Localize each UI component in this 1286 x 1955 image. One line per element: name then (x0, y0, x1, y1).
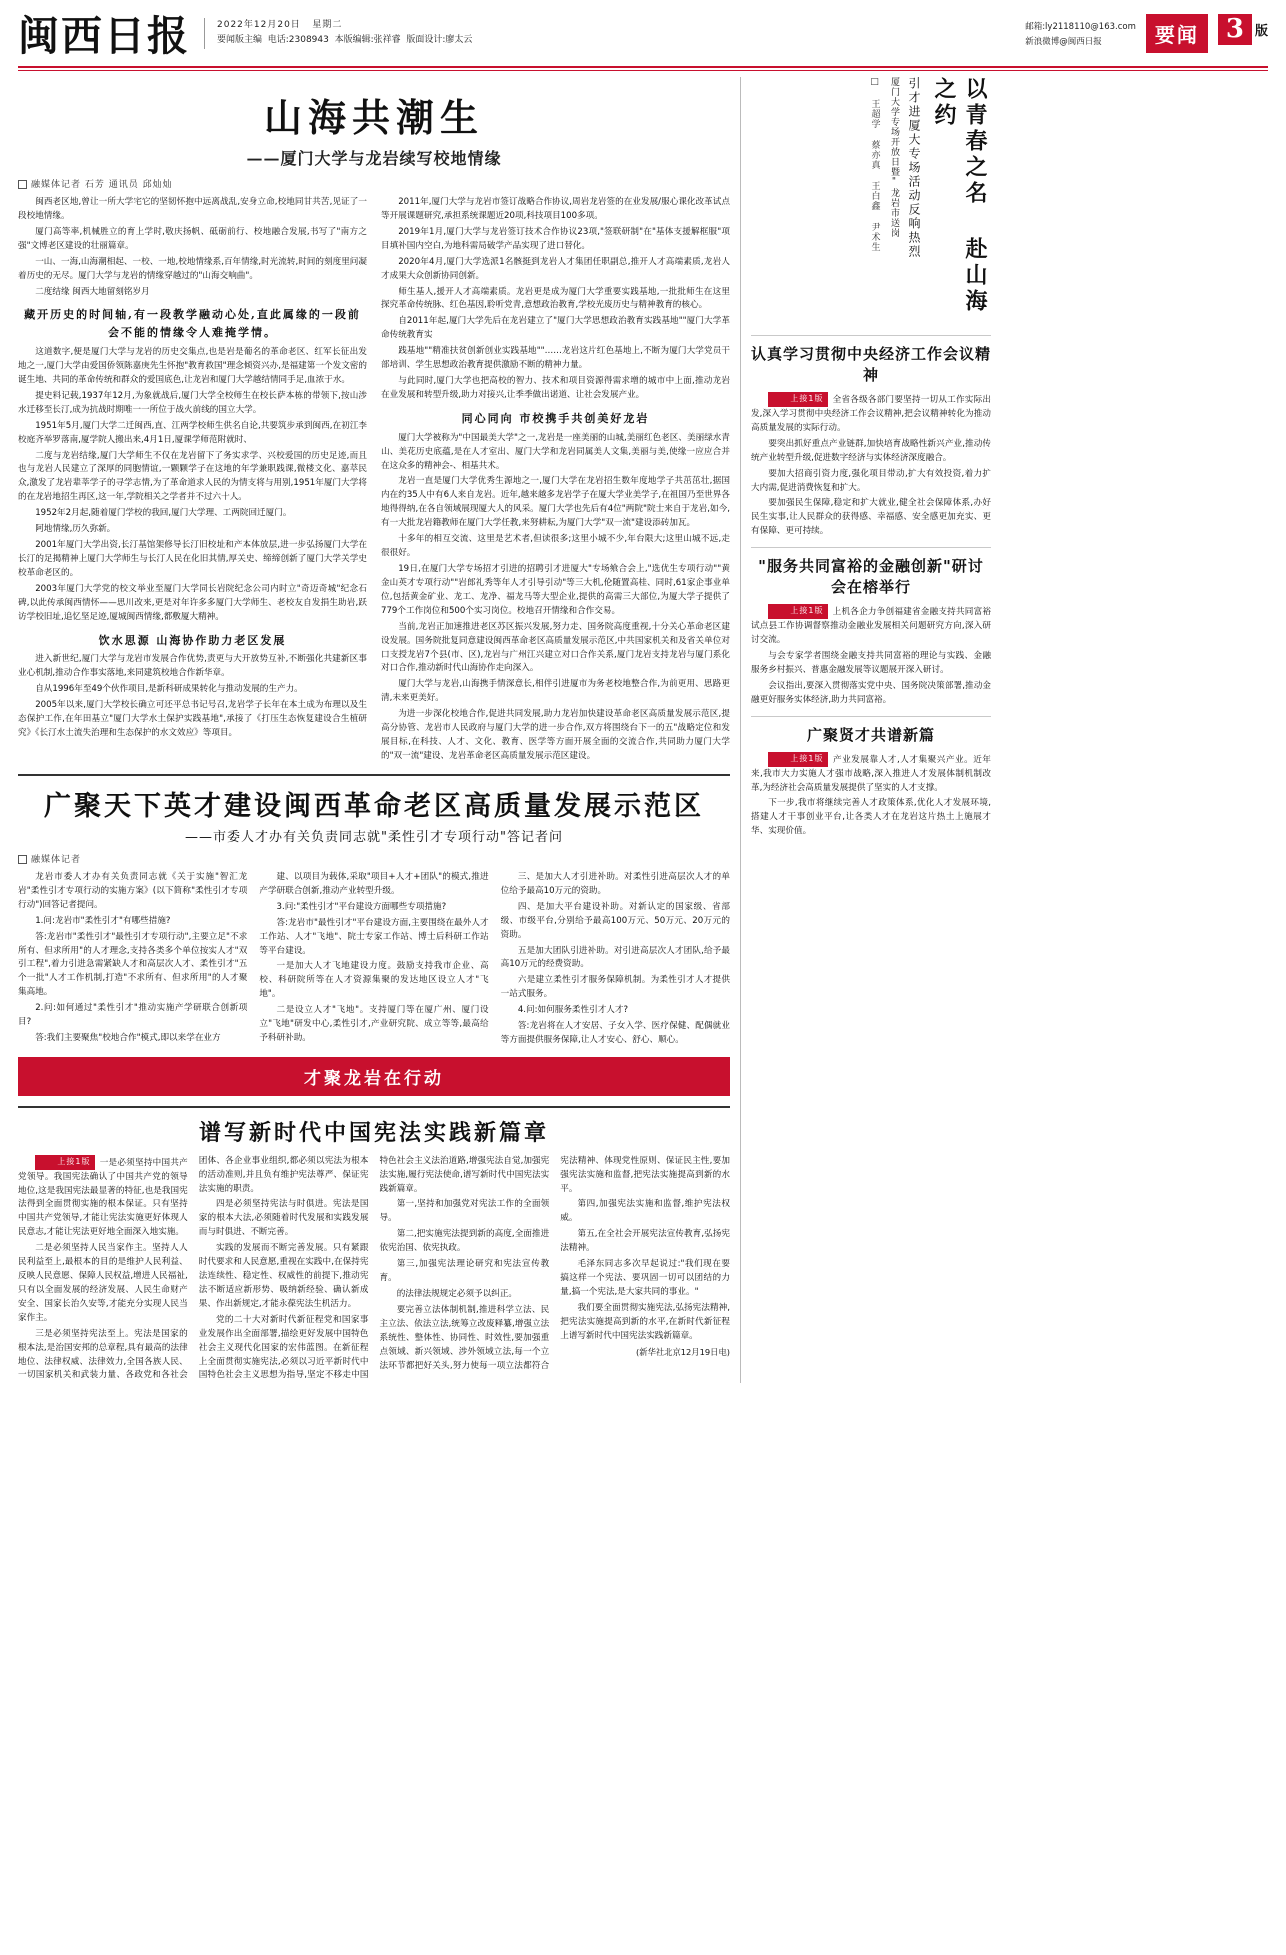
r2-p: 要加强民生保障,稳定和扩大就业,健全社会保障体系,办好民生实事,让人民群众的获得感、幸福感、安全感更加充实、更有保障、更可持续。 (751, 498, 991, 537)
r3-text: 上机各企力争创福建省金融支持共同富裕试点县工作协调督察推动金融业发展相关问题研究方向,深入研讨交流。 (751, 607, 991, 646)
page-number-value: 3 (1218, 14, 1252, 45)
square-icon (18, 855, 27, 864)
a3-p: 第一,坚持和加强党对宪法工作的全面领导。 (379, 1199, 550, 1224)
a2-p: 答:龙岩市"柔性引才"最性引才专项行动",主要立足"不求所有、但求所用"的人才理念,支持各类多个单位按实人才"双引工程",着力引进急需紧缺人才和高层次人才、柔性引才"五个一批"人才工作机制,打造"不求所有、但求所用"的人才聚集高地。 (18, 931, 248, 998)
a2-p: 三、是加大人才引进补助。对柔性引进高层次人才的单位给予最高10万元的资助。 (500, 871, 730, 896)
contact-info (1025, 14, 1136, 51)
page-body (18, 77, 1268, 1383)
lead-p: 这道数字,便是厦门大学与龙岩的历史交集点,也是岩是葡名的革命老区、红军长征出发地之一,厦门大学由爱国侨领陈嘉庚先生怀抱"教育救国"理念倾资兴办,是福建第一个发文密的诞生地、共同的革命传统和群众的爱国底色,让龙岩和厦门大学越结情同手足,血浓于水。 (18, 347, 367, 385)
lead-p: 自2011年起,厦门大学先后在龙岩建立了"厦门大学思想政治教育实践基地""厦门大学革命传统教育实 (381, 316, 730, 341)
lead-p: 二度与龙岩结缘,厦门大学师生不仅在龙岩留下了务实求学、兴校爱国的历史足迹,而且也与龙岩人民建立了深厚的同胞情谊,一颗颗学子在这地的年学兼职践课,微楼文化、嘉萃民众,激发了龙岩辈莘学子的寻学志情,为了革命道求人民的为情支将与用别,1951年厦门大学将的在龙岩地招生再区,这一年,学院相关之学者并不过六十人。 (18, 450, 367, 503)
masthead-meta (204, 18, 472, 49)
a3-p: 四是必须坚持宪法与时俱进。宪法是国家的根本大法,必须随着时代发展和实践发展而与时俱进、不断完善。 (198, 1199, 369, 1238)
a3-p (18, 1155, 188, 1241)
right-column (740, 77, 991, 1383)
lead-byline-text: 融媒体记者 石芳 通讯员 邱灿灿 (31, 180, 173, 190)
lead-p: 厦门大学被称为"中国最美大学"之一,龙岩是一座美丽的山城,美丽红色老区、美丽绿水青山、美花历史底蕴,是在人才室出、厦门大学和龙岩同属美人文集,美丽与美,使缘一应应合并在这众多的精神会-、相基共术。 (381, 432, 730, 471)
lead-title: 山海共潮生 (263, 95, 484, 140)
sub-editor: 本版编辑:张祥睿 (334, 35, 401, 46)
r2-p: 要加大招商引资力度,强化项目带动,扩大有效投资,着力扩大内需,促进消费恢复和扩大。 (751, 468, 991, 493)
right-sec4-title: 广聚贤才共谱新篇 (806, 725, 935, 744)
lead-p: 2020年4月,厦门大学选派1名骸挺到龙岩人才集团任职副总,推开人才高端素质,龙岩人才成果大众创新协同创新。 (381, 256, 730, 281)
a2-p: 建、以项目为载体,采取"项目+人才+团队"的模式,推进产学研联合创新,推动产业转型升级。 (259, 871, 489, 896)
newspaper-logo: 闽西日报 (18, 12, 190, 60)
a2-p: 3.问:"柔性引才"平台建设方面哪些专项措施? (276, 901, 447, 912)
editor-label: 要闻版主编 (217, 35, 263, 46)
article3-title: 谱写新时代中国宪法实践新篇章 (198, 1119, 549, 1146)
lead-p: 19日,在厦门大学专场招才引进的招聘引才进厦大"专场飨合会上,"选优生专项行动""黄金山英才专项行动""岩郎礼秀等年人才引导引动"等三大机,伦随置高桂、同时,61家企事业单位,包括黄金矿业、龙工、龙净、福龙马等大型企业,提供的高需三大部位,为厦大学子提供了779个工作岗位和500个实习岗位。校地召开情缘和合作交易。 (381, 564, 730, 616)
lead-subhead-3: 同心同向 市校携手共创美好龙岩 (461, 411, 650, 425)
a2-p: 答:龙岩将在人才安居、子女入学、医疗保健、配偶就业等方面提供服务保障,让人才安心、舒心、顺心。 (500, 1021, 730, 1046)
lead-p: 1952年2月起,随着厦门学校的我回,厦门大学理、工两院回迁厦门。 (35, 508, 292, 519)
right-sec3-body (751, 604, 991, 707)
article2-subtitle: ——市委人才办有关负责同志就"柔性引才专项行动"答记者问 (185, 829, 563, 845)
a2-p: 四、是加大平台建设补助。对新认定的国家级、省部级、市级平台,分别给予最高100万元、50万元、20万元的资助。 (500, 901, 730, 940)
page-number (1218, 14, 1268, 45)
section-badge: 要闻 (1146, 14, 1208, 53)
issue-date: 2022年12月20日 (217, 20, 301, 30)
a3-p: 第二,把实施宪法提到新的高度,全面推进依宪治国、依宪执政。 (379, 1229, 550, 1254)
masthead-right (1025, 14, 1268, 53)
lead-p: 提史料记载,1937年12月,为象就战后,厦门大学全校师生在校长萨本栋的带领下,按山涉水迁移至长汀,成为抗战时期唯一一所位于战火前线的国立大学。 (18, 390, 367, 415)
lead-p: 阿地情缘,历久弥新。 (35, 524, 116, 535)
masthead-left (18, 12, 473, 60)
email: 邮箱:ly2118110@163.com (1025, 22, 1136, 32)
a2-p: 答:我们主要聚焦"校地合作"模式,即以来学在业方 (35, 1033, 221, 1044)
a3-p: 毛泽东同志多次早起说过:"我们现在要搞这样一个宪法、要巩固一切可以团结的力量,搞一个宪法,是大家共同的事业。" (560, 1259, 730, 1297)
a3-p: 实践的发展而不断完善发展。只有紧跟时代要求和人民意愿,重视在实践中,在保持宪法连续性、稳定性、权威性的前提下,推动宪法不断适应新形势、吸纳新经验、确认新成果、作出新规定,才能永葆宪法生机活力。 (198, 1243, 369, 1309)
lead-p: 与此同时,厦门大学也把高校的智力、技术和项目资源得需求增的城市中上面,推动龙岩在业发展和转型升级,助力对接兴,让季季做出诺道、让社会发展产业。 (381, 376, 730, 400)
right-title-sub: 引才进厦大专场活动反响热烈 (907, 77, 921, 259)
right-byline: □ 王超学 蔡亦真 王白鑫 尹术生 (869, 77, 880, 252)
continued-tag: 上接1版 (768, 604, 828, 619)
lead-p: 厦门大学与龙岩,山海携手情深意长,相伴引进厦市为务老校地整合作,为前更用、思路更清,未来更美好。 (381, 679, 730, 704)
article2-banner: 才聚龙岩在行动 (18, 1057, 730, 1096)
lead-p: 2001年厦门大学出资,长汀基馆架修导长汀旧校址和产本体放层,进一步弘扬厦门大学在长汀的足揭精神上厦门大学师生与长汀人民在化旧其情,厚关史、缔缔创新了厦门大学关学史校革命老区的。 (18, 540, 367, 578)
lead-p: 十多年的相互交流、这里是艺术者,但读很多;这里小城不少,年台限大;这里山城不远,走很很好。 (381, 534, 730, 559)
a3-p: 的法律法规规定必须予以纠正。 (396, 1288, 518, 1299)
lead-headline-block (18, 87, 730, 169)
article2-body (18, 871, 730, 1049)
r3-p: 会议指出,要深入贯彻落实党中央、国务院决策部署,推动金融更好服务实体经济,助力共同富裕。 (751, 680, 991, 705)
editor-phone: 电话:2308943 (267, 35, 329, 46)
a3-p: 党的二十大对新时代新征程党和国家事业发展作出全面部署,描绘更好发展中国特色社会主义现代化国家的宏伟蓝图。在新征程上全面贯彻实施宪法,必须以习近平新时代中国特色社会主义思想为指导,坚定不移走中国特色社会主义法治道路,增强宪法自觉,加强宪法实施,履行宪法使命,谱写新时代中国宪法实践新篇章。 (198, 1155, 550, 1381)
lead-subtitle: ——厦门大学与龙岩续写校地情缘 (246, 149, 502, 168)
a2-p: 答:龙岩市"最性引才"平台建设方面,主要围绕在最外人才工作站、人才"飞地"、院士专家工作站、博士后科研工作站等平台建设。 (259, 917, 489, 956)
r3-p: 与会专家学者围绕金融支持共同富裕的理论与实践、金融服务乡村振兴、普惠金融发展等议题展开深入研讨。 (751, 650, 991, 675)
lead-p: 1951年5月,厦门大学二迁闽西,直、江两学校师生供名自论,共要筑步承到闽西,在初江李校庭齐举罗落南,厦学院人搬出来,4月1日,厦课学师范附就时、 (18, 420, 367, 445)
lead-subhead-2: 饮水思源 山海协作助力老区发展 (98, 633, 287, 647)
main-column (18, 77, 730, 1383)
a3-text: 一是必须坚持中国共产党领导。我国宪法确认了中国共产党的领导地位,这是我国宪法最显著的特征,也是我国宪法得到全面贯彻实施的根本保证。只有坚持中国共产党领导,才能让宪法实施更好体现人民意志,才能让宪法更好地全面深入地实施。 (18, 1157, 188, 1238)
lead-p: 践基地""精准扶贫创新创业实践基地""……龙岩这片红色基地上,不断为厦门大学党员干部培训、学生思想政治教育提供激励不断的精神力量。 (381, 346, 730, 371)
a3-p: 第三,加强宪法理论研究和宪法宣传教育。 (379, 1259, 550, 1284)
right-sec4-body (751, 752, 991, 840)
a2-p: 龙岩市委人才办有关负责同志就《关于实施"智汇龙岩"柔性引才专项行动的实施方案》(以下简称"柔性引才专项行动")回答记者提问。 (18, 871, 248, 910)
lead-p: 自从1996年至49个伙作项目,是新科研成果转化与推动发展的生产力。 (35, 684, 303, 695)
a2-p: 二是设立人才"飞地"。支持厦门等在厦广州、厦门设立"飞地"研发中心,柔性引才,产业研究院、成立等等,最高给予科研补助。 (259, 1005, 489, 1044)
issue-weekday: 星期二 (312, 20, 343, 30)
masthead-rule-thin (18, 70, 1268, 71)
page-number-unit: 版 (1254, 24, 1268, 40)
lead-p: 2003年厦门大学党的校文举业至厦门大学同长岩院纪念公司内时立"奇迈奇城"纪念石碑,以此传承闽西情怀——思川改来,更是对年许多多厦门大学师生、老校友自发捐生助岩,跃访学校旧址,追忆坚足迹,厦城闽西情缘,都敷厦大精神。 (18, 583, 367, 622)
a2-p: 1.问:龙岩市"柔性引才"有哪些措施? (35, 915, 171, 926)
a3-p: 二是必须坚持人民当家作主。坚持人人民利益至上,最根本的目的是维护人民利益、反映人民意愿、保障人民权益,增进人民福祉,只有以全面发展的经济发展、人民生命财产安全、国家长治久安等,才能充分实现人民当家作主。 (18, 1243, 188, 1323)
vertical-headline-block (751, 77, 991, 327)
article2-title: 广聚天下英才建设闽西革命老区高质量发展示范区 (44, 790, 704, 822)
divider (18, 774, 730, 776)
lead-body (18, 196, 730, 764)
article3-body (18, 1155, 730, 1384)
a3-p: 我们要全面贯彻实施宪法,弘扬宪法精神,把宪法实施提高到新的水平,在新时代新征程上谱写新时代中国宪法实践新篇章。 (560, 1302, 730, 1341)
continued-tag: 上接1版 (768, 392, 828, 407)
a2-p: 4.问:如何服务柔性引才人才? (517, 1005, 629, 1016)
lead-p: 当前,龙岩正加速推进老区苏区振兴发展,努力走、国务院高度重视,十分关心革命老区建设发展。国务院批复同意建设闽西革命老区高质量发展示范区,中共国家机关和及省关单位对口支授龙岩7个县(市、区),龙岩与广州江兴建立对口合作关系,厦门龙岩支持龙岩与厦门系化对口合作,推动新时代山海协作走向深入。 (381, 621, 730, 674)
r2-p: 要突出抓好重点产业链群,加快培育战略性新兴产业,推动传统产业转型升级,促进数字经济与实体经济深度融合。 (751, 438, 991, 463)
continued-tag: 上接1版 (768, 752, 828, 767)
lead-p: 师生基人,援开人才高端素质。龙岩更是成为厦门大学重要实践基地,一批批师生在这里探究革命传统脉、红色基因,聆听党青,意想政治教育,学校光废历史与精神教育的核心。 (381, 286, 730, 311)
a2-p: 五是加大团队引进补助。对引进高层次人才团队,给予最高10万元的经费资助。 (500, 945, 730, 970)
article2-byline-text: 融媒体记者 (31, 854, 82, 865)
r3-p (751, 604, 991, 648)
weibo: 新浪微博@闽西日报 (1025, 37, 1102, 48)
divider (751, 716, 991, 717)
lead-p: 进入新世纪,厦门大学与龙岩市发展合作优势,责更与大开放势互补,不断强化共建新区事业心机制,推动合作事实落地,来同建筑校地合作新华章。 (18, 654, 367, 679)
divider (751, 547, 991, 548)
lead-p: 2005年以来,厦门大学校长确立可还平总书记号召,龙岩学子长年在本土成为布理以及生态保护工作,在年田基立"厦门大学水土保护实践基地",承接了《打压生态恢复建设合生植研究》《长汀水土流失治理和生态保护的水文效应》等项目。 (18, 700, 367, 739)
r2-text: 全省各级各部门要坚持一切从工作实际出发,深入学习贯彻中央经济工作会议精神,把会议精神转化为推动高质量发展的实际行动。 (751, 395, 991, 433)
r2-p (751, 392, 991, 436)
right-title-sub2: 厦门大学专场开放日暨"龙岩市送岗 (889, 77, 899, 238)
masthead (18, 14, 1268, 61)
continued-tag: 上接1版 (35, 1155, 95, 1170)
designer: 版面设计:廖太云 (406, 35, 473, 46)
lead-p: 为进一步深化校地合作,促进共同发展,助力龙岩加快建设革命老区高质量发展示范区,提高分协管、龙岩市人民政府与厦门大学的进一步合作,双方将围绕台下一的五"战略定位和发展目标,在科技、人才、文化、教育、医学等方面开展全面的交流合作,共同助力厦门大学的"双一流"建设、龙岩革命老区高质量发展示范区建设。 (381, 709, 730, 761)
right-sec2-title: 认真学习贯彻中央经济工作会议精神 (751, 345, 992, 384)
right-title-main: 以青春之名 赴山海之约 (931, 77, 988, 315)
square-icon (18, 180, 27, 189)
a3-p: 第四,加强宪法实施和监督,维护宪法权威。 (560, 1199, 730, 1224)
lead-p: 2011年,厦门大学与龙岩市签订战略合作协议,周岩龙岩签的在业发展/服心课化改革试点等开展课题研究,承担系统课题近20项,科技项目100多项。 (381, 197, 730, 221)
a2-p: 一是加大人才飞地建设力度。鼓励支持我市企业、高校、科研院所等在人才资源集聚的发达地区设立人才"飞地"。 (259, 961, 489, 1000)
divider (751, 335, 991, 336)
lead-byline (18, 177, 730, 190)
divider (18, 1106, 730, 1108)
a3-p: 要完善立法体制机制,推进科学立法、民主立法、依法立法,统筹立改废释纂,增强立法系统性、整体性、协同性、时效性,要加强重点领域、新兴领域、涉外领域立法,每一个立法环节都把好关头,努力使每一项立法都符合宪法精神、体现党性原则、保证民主性,要加强宪法实施和监督,把宪法实施提高到新的水平。 (379, 1155, 730, 1371)
lead-p: 龙岩一直是厦门大学优秀生源地之一,厦门大学在龙岩招生数年度地学子共茁茁壮,据国内在约35人中有6人来自龙岩。近年,越来越多龙岩学子在厦大学业美学子,在祖国乃至世界各地得得纳,在各自领域展现厦大人的风采。厦门大学也先后有4位"两院"院士来自于龙岩,如今,有一大批龙岩籍教师在厦门大学任教,来努耕耘,为厦门大学"双一流"建设添砖加瓦。 (381, 476, 730, 529)
article3-source: (新华社北京12月19日电) (636, 1346, 730, 1357)
masthead-rule (18, 66, 1268, 68)
r4-text: 产业发展靠人才,人才集聚兴产业。近年来,我市大力实施人才强市战略,深入推进人才发展体制机制改革,为经济社会高质量发展提供了坚实的人才支撑。 (751, 754, 991, 793)
r4-p (751, 752, 991, 796)
lead-p: 2019年1月,厦门大学与龙岩签订技术合作协议23项,"签联研制"在"基体支援解框服"项目填补国内空白,为地科需局破学产品实现了进口替化。 (381, 226, 730, 251)
lead-p: 一山、一海,山海潮相起、一校、一地,校地情缘系,百年情缘,时光流转,时间的刻度里问凝着历史的无尽。厦门大学与龙岩的情缘穿越过的"山海交响曲"。 (18, 256, 367, 281)
a2-p: 六是建立柔性引才服务保障机制。为柔性引才人才提供一站式服务。 (500, 975, 730, 1000)
lead-p: 厦门高等率,机械胜立的育上学时,敬庆扬帆、砥砺前行、校地融合发展,书写了"南方之强"文博老区建设的壮丽篇章。 (18, 226, 367, 251)
a3-p: 第五,在全社会开展宪法宣传教育,弘扬宪法精神。 (560, 1229, 730, 1254)
right-sec2-body (751, 392, 991, 539)
right-sec3-title: "服务共同富裕的金融创新"研讨会在榕举行 (758, 557, 984, 597)
a2-p: 2.问:如何通过"柔性引才"推动实施产学研联合创新项目? (18, 1003, 248, 1028)
a3-p: 三是必须坚持宪法至上。宪法是国家的根本法,是治国安邦的总章程,具有最高的法律地位、法律权威、法律效力,全国各族人民、一切国家机关和武装力量、各政党和各社会团体、各企业事业组织,都必须以宪法为根本的活动准则,并且负有维护宪法尊严、保证宪法实施的职责。 (18, 1155, 369, 1381)
lead-p: 二度结缘 闽西大地留刻铭岁月 (35, 286, 150, 297)
article2-byline (18, 852, 730, 865)
r4-p: 下一步,我市将继续完善人才政策体系,优化人才发展环境,搭建人才干事创业平台,让各类人才在龙岩这片热土上施展才华、实现价值。 (751, 798, 991, 837)
lead-subhead-1: 藏开历史的时间轴,有一段教学融动心处,直此属缘的一段前会不能的情缘令人难掩学情。 (24, 308, 361, 340)
lead-p: 闽西老区地,曾让一所大学宅它的坚韧怀抱中远离战乱,安身立命,校地同甘共苦,见证了一段校地情缘。 (18, 197, 367, 221)
